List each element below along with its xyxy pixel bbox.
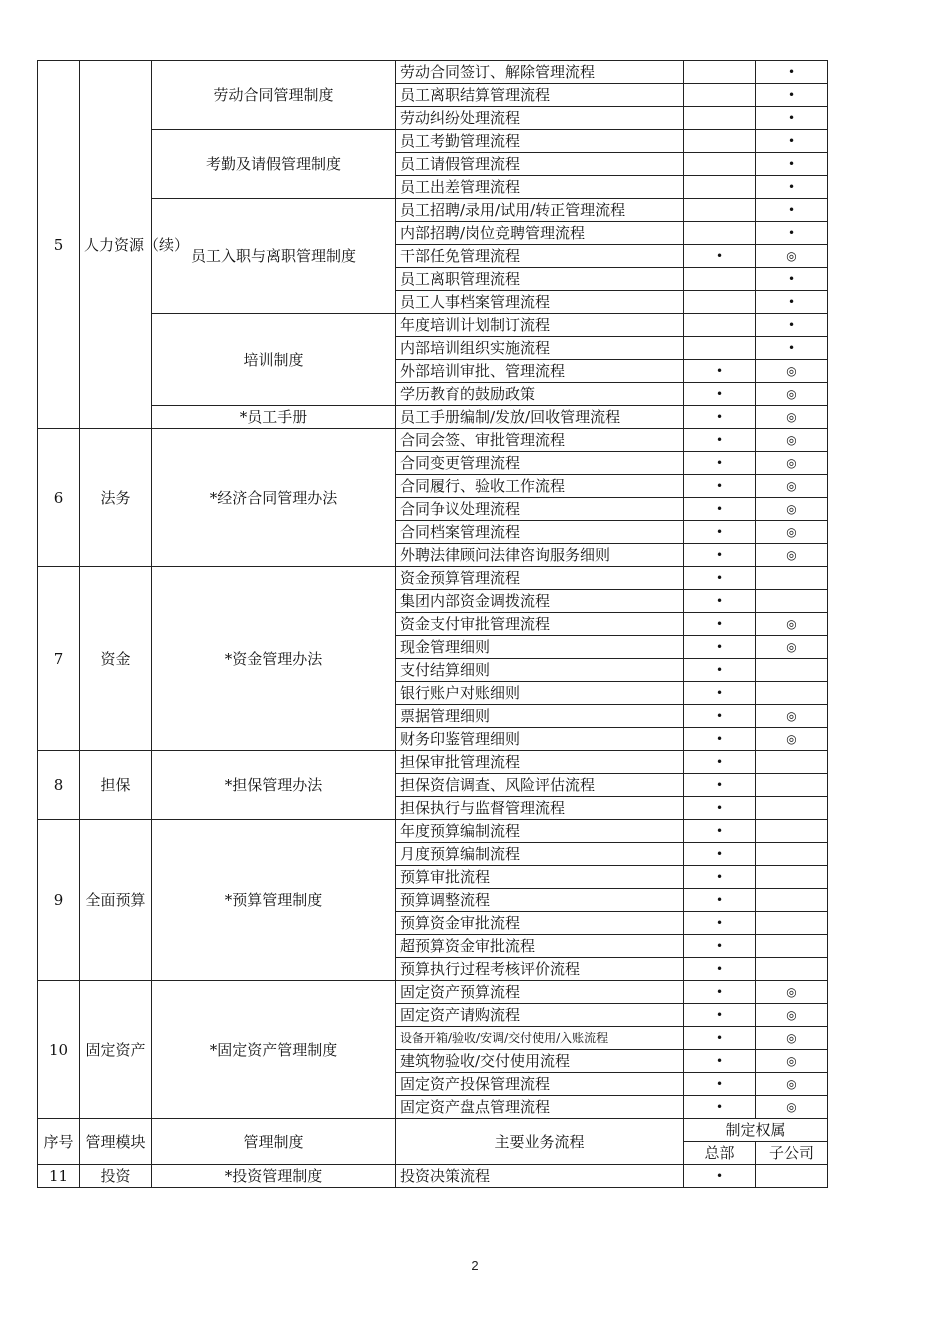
process-name: 员工招聘/录用/试用/转正管理流程 [396, 199, 684, 222]
sub-mark [756, 682, 828, 705]
hq-mark: • [684, 613, 756, 636]
hq-mark: • [684, 797, 756, 820]
process-name: 内部培训组织实施流程 [396, 337, 684, 360]
system-name: *预算管理制度 [152, 820, 396, 981]
sub-mark: • [756, 337, 828, 360]
process-name: 员工手册编制/发放/回收管理流程 [396, 406, 684, 429]
process-name: 员工考勤管理流程 [396, 130, 684, 153]
table-row [38, 820, 828, 843]
hq-mark: • [684, 659, 756, 682]
hq-mark: • [684, 705, 756, 728]
hq-mark: • [684, 751, 756, 774]
sub-mark: ◎ [756, 383, 828, 406]
process-name: 票据管理细则 [396, 705, 684, 728]
table-row [38, 61, 828, 84]
hq-mark [684, 222, 756, 245]
table-row [38, 429, 828, 452]
sub-mark: ◎ [756, 981, 828, 1004]
page-number: 2 [471, 1258, 479, 1273]
system-name: *资金管理办法 [152, 567, 396, 751]
process-name: 资金预算管理流程 [396, 567, 684, 590]
hq-mark: • [684, 728, 756, 751]
process-name: 预算执行过程考核评价流程 [396, 958, 684, 981]
process-name: 支付结算细则 [396, 659, 684, 682]
hq-mark: • [684, 245, 756, 268]
sub-mark: ◎ [756, 475, 828, 498]
sub-mark: ◎ [756, 1073, 828, 1096]
hq-mark: • [684, 958, 756, 981]
process-name: 资金支付审批管理流程 [396, 613, 684, 636]
process-name: 外聘法律顾问法律咨询服务细则 [396, 544, 684, 567]
hq-mark: • [684, 1050, 756, 1073]
sub-mark: • [756, 222, 828, 245]
hq-mark [684, 153, 756, 176]
sub-mark [756, 912, 828, 935]
sub-mark: • [756, 268, 828, 291]
process-name: 担保资信调查、风险评估流程 [396, 774, 684, 797]
process-name: 预算资金审批流程 [396, 912, 684, 935]
sub-mark: • [756, 130, 828, 153]
header-seq: 序号 [38, 1119, 80, 1165]
system-name: 劳动合同管理制度 [152, 61, 396, 130]
hq-mark: • [684, 1096, 756, 1119]
sub-mark: • [756, 61, 828, 84]
process-name: 财务印鉴管理细则 [396, 728, 684, 751]
system-name: 考勤及请假管理制度 [152, 130, 396, 199]
hq-mark: • [684, 475, 756, 498]
process-name: 员工离职结算管理流程 [396, 84, 684, 107]
process-name: 担保执行与监督管理流程 [396, 797, 684, 820]
table-row [38, 751, 828, 774]
sub-mark: • [756, 84, 828, 107]
process-name: 年度预算编制流程 [396, 820, 684, 843]
process-name: 干部任免管理流程 [396, 245, 684, 268]
sub-mark: ◎ [756, 613, 828, 636]
process-name: 员工人事档案管理流程 [396, 291, 684, 314]
table-row [38, 567, 828, 590]
module-name: 全面预算 [80, 820, 152, 981]
module-name: 法务 [80, 429, 152, 567]
hq-mark: • [684, 866, 756, 889]
process-name: 合同变更管理流程 [396, 452, 684, 475]
process-name: 预算调整流程 [396, 889, 684, 912]
hq-mark: • [684, 567, 756, 590]
sub-mark: ◎ [756, 705, 828, 728]
sub-mark: • [756, 291, 828, 314]
table-row [38, 130, 828, 153]
process-name: 员工离职管理流程 [396, 268, 684, 291]
module-name: 担保 [80, 751, 152, 820]
process-name: 合同档案管理流程 [396, 521, 684, 544]
module-name: 投资 [80, 1165, 152, 1188]
header-module: 管理模块 [80, 1119, 152, 1165]
hq-mark [684, 199, 756, 222]
module-name: 固定资产 [80, 981, 152, 1119]
process-name: 固定资产请购流程 [396, 1004, 684, 1027]
sub-mark [756, 774, 828, 797]
table-header [38, 1119, 828, 1165]
hq-mark: • [684, 452, 756, 475]
header-authority: 制定权属 [684, 1119, 828, 1142]
sub-mark: • [756, 107, 828, 130]
sub-mark: • [756, 199, 828, 222]
hq-mark [684, 61, 756, 84]
sub-mark: ◎ [756, 1096, 828, 1119]
hq-mark: • [684, 360, 756, 383]
hq-mark: • [684, 406, 756, 429]
hq-mark: • [684, 383, 756, 406]
module-name: 资金 [80, 567, 152, 751]
sub-mark: ◎ [756, 406, 828, 429]
process-name: 现金管理细则 [396, 636, 684, 659]
hq-mark: • [684, 820, 756, 843]
process-name: 劳动纠纷处理流程 [396, 107, 684, 130]
hq-mark [684, 314, 756, 337]
sub-mark: ◎ [756, 636, 828, 659]
sub-mark: ◎ [756, 498, 828, 521]
process-name: 建筑物验收/交付使用流程 [396, 1050, 684, 1073]
section-number: 5 [38, 61, 80, 429]
system-name: *员工手册 [152, 406, 396, 429]
process-name: 合同会签、审批管理流程 [396, 429, 684, 452]
sub-mark [756, 751, 828, 774]
sub-mark: ◎ [756, 728, 828, 751]
sub-mark: • [756, 314, 828, 337]
hq-mark: • [684, 682, 756, 705]
process-name: 外部培训审批、管理流程 [396, 360, 684, 383]
process-name: 内部招聘/岗位竞聘管理流程 [396, 222, 684, 245]
header-row [38, 1119, 828, 1142]
process-name: 固定资产投保管理流程 [396, 1073, 684, 1096]
table-row [38, 1165, 828, 1188]
process-name: 员工请假管理流程 [396, 153, 684, 176]
section-number: 9 [38, 820, 80, 981]
header-hq: 总部 [684, 1142, 756, 1165]
sub-mark [756, 958, 828, 981]
process-name: 银行账户对账细则 [396, 682, 684, 705]
sub-mark: ◎ [756, 544, 828, 567]
section-number: 10 [38, 981, 80, 1119]
table-body [38, 61, 828, 1119]
hq-mark: • [684, 935, 756, 958]
section-number: 8 [38, 751, 80, 820]
process-name: 担保审批管理流程 [396, 751, 684, 774]
sub-mark [756, 1165, 828, 1188]
process-name: 年度培训计划制订流程 [396, 314, 684, 337]
table-row [38, 314, 828, 337]
sub-mark [756, 590, 828, 613]
hq-mark: • [684, 1073, 756, 1096]
hq-mark: • [684, 521, 756, 544]
sub-mark: ◎ [756, 521, 828, 544]
sub-mark: ◎ [756, 1004, 828, 1027]
process-name: 员工出差管理流程 [396, 176, 684, 199]
hq-mark: • [684, 429, 756, 452]
hq-mark: • [684, 636, 756, 659]
hq-mark [684, 337, 756, 360]
section-number: 11 [38, 1165, 80, 1188]
table-row [38, 406, 828, 429]
process-name: 合同争议处理流程 [396, 498, 684, 521]
hq-mark [684, 291, 756, 314]
header-sub: 子公司 [756, 1142, 828, 1165]
sub-mark [756, 659, 828, 682]
hq-mark: • [684, 1027, 756, 1050]
header-process: 主要业务流程 [396, 1119, 684, 1165]
process-name: 合同履行、验收工作流程 [396, 475, 684, 498]
section-number: 6 [38, 429, 80, 567]
table-body-continued [38, 1165, 828, 1188]
sub-mark [756, 843, 828, 866]
policy-table [37, 60, 828, 1188]
hq-mark: • [684, 590, 756, 613]
sub-mark: ◎ [756, 452, 828, 475]
system-name: *经济合同管理办法 [152, 429, 396, 567]
sub-mark [756, 935, 828, 958]
sub-mark [756, 567, 828, 590]
sub-mark: ◎ [756, 360, 828, 383]
hq-mark [684, 268, 756, 291]
sub-mark: ◎ [756, 1027, 828, 1050]
process-name: 超预算资金审批流程 [396, 935, 684, 958]
sub-mark: • [756, 153, 828, 176]
hq-mark [684, 130, 756, 153]
sub-mark [756, 820, 828, 843]
system-name: *固定资产管理制度 [152, 981, 396, 1119]
hq-mark: • [684, 889, 756, 912]
hq-mark: • [684, 498, 756, 521]
sub-mark: • [756, 176, 828, 199]
header-system: 管理制度 [152, 1119, 396, 1165]
system-name: 员工入职与离职管理制度 [152, 199, 396, 314]
hq-mark: • [684, 843, 756, 866]
hq-mark: • [684, 774, 756, 797]
process-name: 劳动合同签订、解除管理流程 [396, 61, 684, 84]
sub-mark [756, 866, 828, 889]
system-name: *担保管理办法 [152, 751, 396, 820]
sub-mark: ◎ [756, 245, 828, 268]
process-name: 预算审批流程 [396, 866, 684, 889]
process-name: 月度预算编制流程 [396, 843, 684, 866]
hq-mark [684, 107, 756, 130]
hq-mark [684, 84, 756, 107]
process-name: 设备开箱/验收/安调/交付使用/入账流程 [396, 1027, 684, 1050]
hq-mark [684, 176, 756, 199]
table-row [38, 981, 828, 1004]
process-name: 学历教育的鼓励政策 [396, 383, 684, 406]
process-name: 投资决策流程 [396, 1165, 684, 1188]
hq-mark: • [684, 1165, 756, 1188]
table-row [38, 199, 828, 222]
process-name: 固定资产预算流程 [396, 981, 684, 1004]
sub-mark: ◎ [756, 429, 828, 452]
section-number: 7 [38, 567, 80, 751]
process-name: 集团内部资金调拨流程 [396, 590, 684, 613]
sub-mark [756, 797, 828, 820]
hq-mark: • [684, 981, 756, 1004]
module-name: 人力资源（续） [80, 61, 152, 429]
hq-mark: • [684, 544, 756, 567]
hq-mark: • [684, 1004, 756, 1027]
hq-mark: • [684, 912, 756, 935]
system-name: *投资管理制度 [152, 1165, 396, 1188]
process-name: 固定资产盘点管理流程 [396, 1096, 684, 1119]
sub-mark [756, 889, 828, 912]
system-name: 培训制度 [152, 314, 396, 406]
sub-mark: ◎ [756, 1050, 828, 1073]
